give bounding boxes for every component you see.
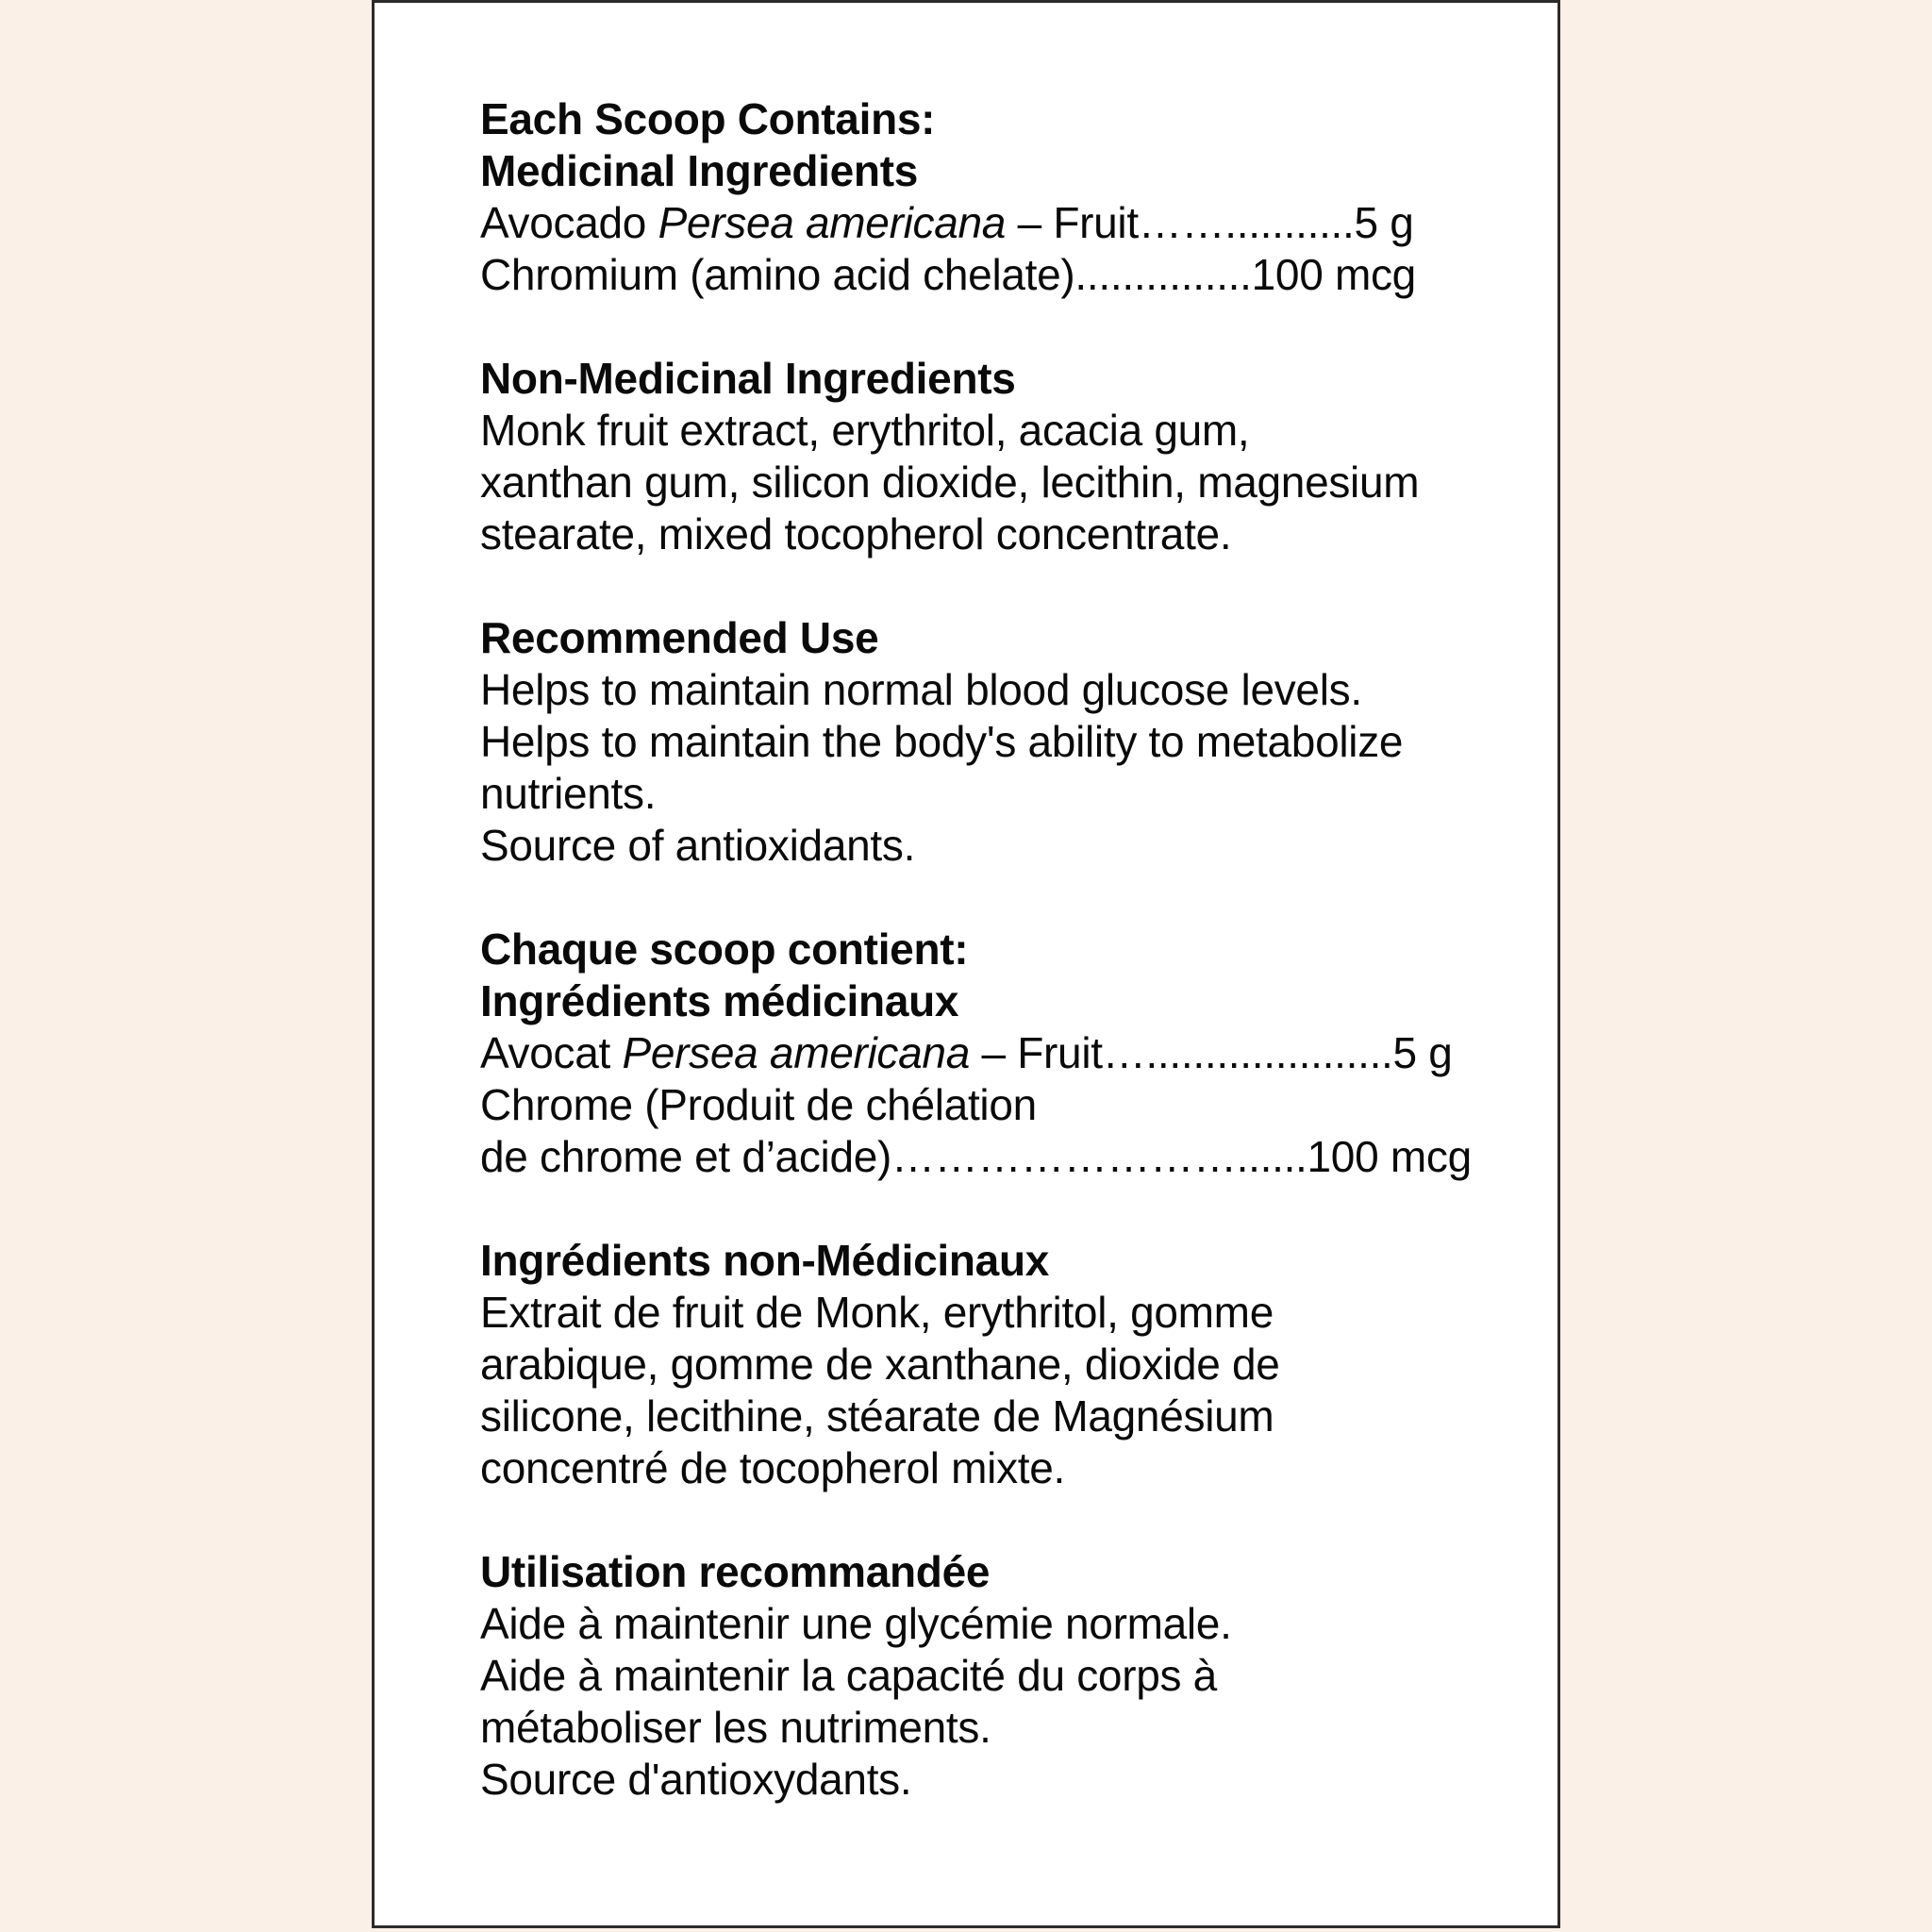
label-line-text: Extrait de fruit de Monk, erythritol, gomme bbox=[480, 1288, 1274, 1337]
label-line-text: – Fruit….....................5 g bbox=[970, 1028, 1453, 1077]
label-line-text: – Fruit……...........5 g bbox=[1006, 198, 1414, 247]
label-line bbox=[480, 508, 1491, 560]
label-text bbox=[480, 93, 1491, 1806]
label-line bbox=[480, 1754, 1491, 1806]
section-heading: Recommended Use bbox=[480, 613, 879, 662]
section-heading: Each Scoop Contains: bbox=[480, 94, 936, 143]
label-line bbox=[480, 1442, 1491, 1494]
label-line bbox=[480, 1131, 1491, 1183]
label-section bbox=[480, 612, 1491, 872]
label-line-text: silicone, lecithine, stéarate de Magnésium bbox=[480, 1391, 1274, 1441]
species-name-italic: Persea americana bbox=[622, 1028, 970, 1077]
label-line bbox=[480, 1391, 1491, 1442]
label-line-text: Helps to maintain normal blood glucose levels. bbox=[480, 665, 1362, 714]
label-line-text: stearate, mixed tocopherol concentrate. bbox=[480, 509, 1232, 558]
label-line bbox=[480, 405, 1491, 457]
species-name-italic: Persea americana bbox=[658, 198, 1007, 247]
section-heading: Ingrédients non-Médicinaux bbox=[480, 1236, 1050, 1285]
label-line-text: Source of antioxidants. bbox=[480, 821, 916, 870]
label-line bbox=[480, 1287, 1491, 1339]
ingredient-label-panel bbox=[372, 0, 1560, 1928]
label-line-text: de chrome et d’acide)……………………......100 mcg bbox=[480, 1132, 1472, 1181]
label-line-text: Aide à maintenir la capacité du corps à bbox=[480, 1651, 1217, 1700]
label-section bbox=[480, 1546, 1491, 1806]
label-line-text: Aide à maintenir une glycémie normale. bbox=[480, 1599, 1232, 1648]
label-line bbox=[480, 664, 1491, 716]
label-line bbox=[480, 716, 1491, 768]
label-section bbox=[480, 924, 1491, 1183]
label-line-text: Avocado bbox=[480, 198, 658, 247]
label-section bbox=[480, 93, 1491, 301]
label-line bbox=[480, 820, 1491, 872]
label-line-text: Helps to maintain the body's ability to metabolize bbox=[480, 717, 1404, 766]
label-line bbox=[480, 1027, 1491, 1079]
section-heading: Chaque scoop contient: bbox=[480, 924, 969, 974]
label-line bbox=[480, 768, 1491, 820]
section-heading: Ingrédients médicinaux bbox=[480, 976, 959, 1025]
label-section bbox=[480, 1235, 1491, 1494]
label-line-text: métaboliser les nutriments. bbox=[480, 1703, 991, 1752]
section-heading: Medicinal Ingredients bbox=[480, 146, 919, 195]
label-line bbox=[480, 249, 1491, 301]
label-line bbox=[480, 197, 1491, 249]
section-heading: Non-Medicinal Ingredients bbox=[480, 354, 1016, 403]
label-line-text: Monk fruit extract, erythritol, acacia gum, bbox=[480, 406, 1250, 455]
label-line bbox=[480, 457, 1491, 508]
label-line-text: Chromium (amino acid chelate)...............100 mcg bbox=[480, 250, 1416, 299]
label-line-text: Avocat bbox=[480, 1028, 623, 1077]
label-line-text: concentré de tocopherol mixte. bbox=[480, 1443, 1066, 1492]
label-line-text: nutrients. bbox=[480, 769, 657, 818]
label-line-text: arabique, gomme de xanthane, dioxide de bbox=[480, 1340, 1280, 1389]
label-line bbox=[480, 1598, 1491, 1650]
label-line-text: xanthan gum, silicon dioxide, lecithin, magnesium bbox=[480, 458, 1420, 507]
label-line bbox=[480, 1339, 1491, 1391]
label-line bbox=[480, 1650, 1491, 1702]
label-line-text: Chrome (Produit de chélation bbox=[480, 1080, 1037, 1129]
label-line bbox=[480, 1079, 1491, 1131]
label-line bbox=[480, 1702, 1491, 1754]
label-line-text: Source d'antioxydants. bbox=[480, 1755, 912, 1804]
section-heading: Utilisation recommandée bbox=[480, 1547, 991, 1596]
label-section bbox=[480, 353, 1491, 560]
